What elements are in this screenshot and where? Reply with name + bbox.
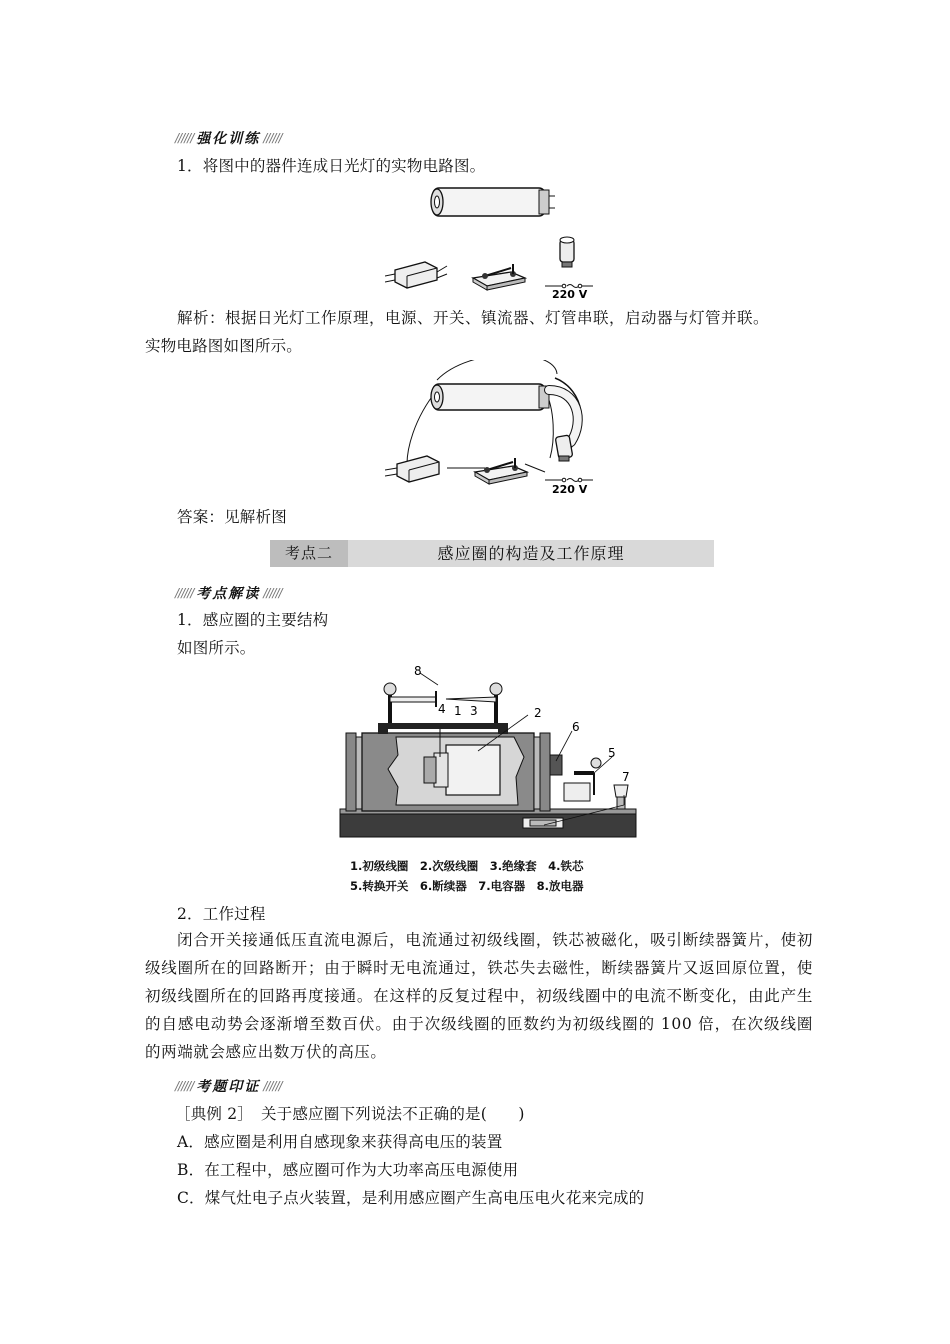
power-source-icon (545, 478, 593, 482)
topic-title: 感应圈的构造及工作原理 (437, 544, 625, 563)
label-7: 7 (622, 770, 630, 784)
header-label: 考题印证 (196, 1079, 261, 1095)
header-decoration: ////// (263, 1079, 282, 1093)
label-3: 3 (470, 704, 478, 718)
header-decoration: ////// (175, 1079, 194, 1093)
header-decoration: ////// (175, 586, 194, 600)
header-label: 强化训练 (196, 131, 261, 147)
example-question: ［典例 2］ 关于感应圈下列说法不正确的是( ) (175, 1105, 525, 1123)
label-5: 5 (608, 746, 616, 760)
figure-circuit-connected (385, 360, 595, 496)
answer-text: 答案：见解析图 (177, 508, 287, 526)
topic-number: 考点二 (270, 540, 348, 567)
header-decoration: ////// (263, 131, 282, 145)
voltage-label: 220 V (552, 483, 588, 496)
option-c: C．煤气灶电子点火装置，是利用感应圈产生高电压电火花来完成的 (177, 1189, 645, 1207)
figure-induction-coil (338, 665, 640, 845)
tube-icon (431, 384, 549, 410)
ballast-icon (385, 456, 439, 482)
topic-banner (270, 540, 714, 567)
tube-icon (431, 188, 555, 216)
item-1-text: 如图所示。 (177, 639, 256, 657)
ballast-icon (385, 262, 447, 288)
header-decoration: ////// (263, 586, 282, 600)
header-decoration: ////// (175, 131, 194, 145)
starter-icon (555, 435, 573, 461)
label-8: 8 (414, 665, 422, 678)
analysis-text-line1: 解析：根据日光灯工作原理，电源、开关、镇流器、灯管串联，启动器与灯管并联。 (177, 309, 770, 327)
section-header-training (175, 128, 282, 148)
section-header-interpretation (175, 583, 282, 603)
option-b: B．在工程中，感应圈可作为大功率高压电源使用 (177, 1161, 519, 1179)
item-2-title: 2．工作过程 (177, 905, 266, 923)
label-2: 2 (534, 706, 542, 720)
option-a: A．感应圈是利用自感现象来获得高电压的装置 (177, 1133, 503, 1151)
header-label: 考点解读 (196, 586, 261, 602)
work-process-paragraph: 闭合开关接通低压直流电源后，电流通过初级线圈，铁芯被磁化，吸引断续器簧片，使初级线圈所在的回路断开；由于瞬时无电流通过，铁芯失去磁性，断续器簧片又返回原位置，使初级线圈所在的回路再度接通。在这样的反复过程中，初级线圈中的电流不断变化，由此产生的自感电动势会逐渐增至数百伏。由于次级线圈的匝数约为初级线圈的 100 倍，在次级线圈的两端就会感应出数万伏的高压。 (145, 931, 813, 1061)
item-1-title: 1．感应圈的主要结构 (177, 611, 329, 629)
figure-caption-line2: 5.转换开关 6.断续器 7.电容器 8.放电器 (350, 879, 584, 893)
figure-caption-line1: 1.初级线圈 2.次级线圈 3.绝缘套 4.铁芯 (350, 859, 584, 873)
section-header-exam (175, 1076, 282, 1096)
analysis-text-line2: 实物电路图如图所示。 (145, 337, 303, 355)
starter-icon (560, 237, 574, 267)
figure-components-unconnected (385, 182, 595, 300)
voltage-label: 220 V (552, 288, 588, 300)
question-1: 1．将图中的器件连成日光灯的实物电路图。 (177, 157, 486, 175)
switch-icon (473, 264, 525, 290)
label-1: 1 (454, 704, 462, 718)
switch-icon (475, 458, 527, 484)
label-6: 6 (572, 720, 580, 734)
label-4: 4 (438, 702, 446, 716)
